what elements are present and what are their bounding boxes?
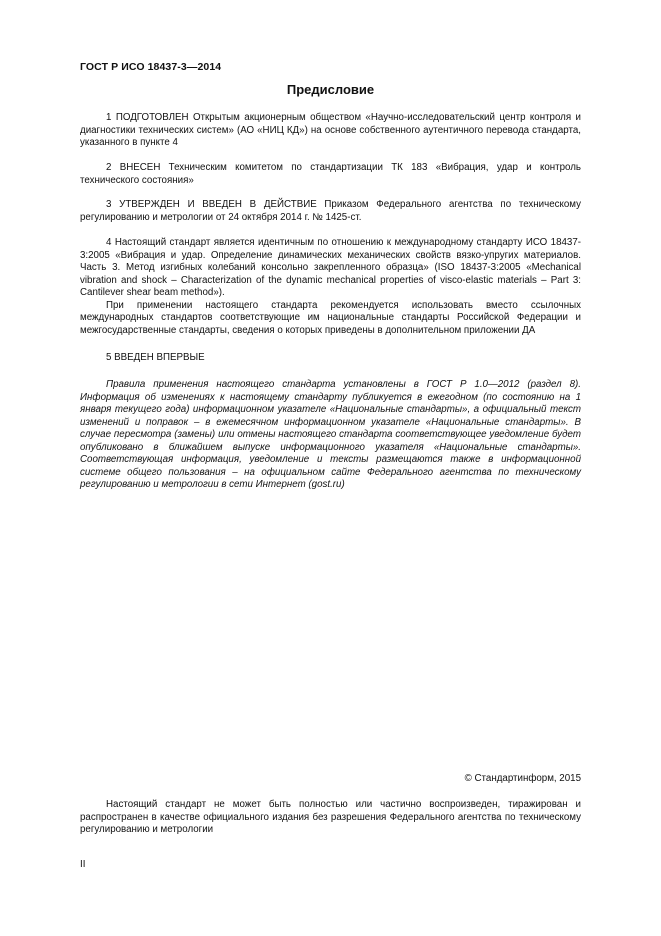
paragraph-application-rules [80, 379, 581, 492]
paragraph-introduced-text: 2 ВНЕСЕН Техническим комитетом по стандартизации ТК 183 «Вибрация, удар и контроль технического состояния» [80, 162, 581, 186]
page-title: Предисловие [286, 82, 375, 97]
paragraph-approved-text: 3 УТВЕРЖДЕН И ВВЕДЕН В ДЕЙСТВИЕ Приказом Федерального агентства по техническому регулированию и метрологии от 24 октября 2014 г. № 1425-ст. [80, 199, 581, 223]
paragraph-reference-standards-text: При применении настоящего стандарта рекомендуется использовать вместо ссылочных международных стандартов соответствующие им национальные стандарты Российской Федерации и межгосударственные стандарты, сведения о которых приведены в дополнительном приложении ДА [80, 299, 581, 336]
paragraph-application-rules-text: Правила применения настоящего стандарта установлены в ГОСТ Р 1.0—2012 (раздел 8). Информация об изменениях к настоящему стандарту публикуется в ежегодном (по состоянию на 1 января текущего года) информационном указателе «Национальные стандарты», а официальный текст изменений и поправок – в ежемесячном информационном указателе «Национальные стандарты». В случае пересмотра (замены) или отмены настоящего стандарта соответствующее уведомление будет опубликовано в ближайшем выпуске информационного указателя «Национальные стандарты». Соответствующая информация, уведомление и тексты размещаются также в информационной системе общего пользования – на официальном сайте Федерального агентства по техническому регулированию и метрологии в сети Интернет (gost.ru) [80, 379, 581, 490]
paragraph-first-introduced-text: 5 ВВЕДЕН ВПЕРВЫЕ [106, 352, 205, 363]
paragraph-introduced [80, 162, 581, 187]
reproduction-notice-text: Настоящий стандарт не может быть полностью или частично воспроизведен, тиражирован и распространен в качестве официального издания без разрешения Федерального агентства по техническому регулированию и метрологии [80, 799, 581, 835]
paragraph-prepared-text: 1 ПОДГОТОВЛЕН Открытым акционерным обществом «Научно-исследовательский центр контроля и диагностики технических систем» (АО «НИЦ КД») на основе собственного аутентичного перевода стандарта, указанного в пункте 4 [80, 112, 581, 148]
paragraph-first-introduced [80, 352, 581, 365]
reproduction-notice [80, 799, 581, 837]
paragraph-approved [80, 199, 581, 224]
page-number: II [80, 859, 86, 870]
copyright-notice: © Стандартинформ, 2015 [464, 773, 581, 784]
paragraph-identical-standard [80, 237, 581, 337]
paragraph-identical-standard-text: 4 Настоящий стандарт является идентичным по отношению к международному стандарту ИСО 18437-3:2005 «Вибрация и удар. Определение динамических механических свойств вязко-упругих материалов. Часть 3. Метод изгибных колебаний консольно закрепленного образца» (ISO 18437-3:2005 «Mechanical vibration and shock – Characterization of the dynamic mechanical properties of visco-elastic materials – Part 3: Cantilever shear beam method»). [80, 237, 581, 298]
document-code: ГОСТ Р ИСО 18437-3—2014 [80, 61, 222, 73]
paragraph-prepared [80, 112, 581, 150]
